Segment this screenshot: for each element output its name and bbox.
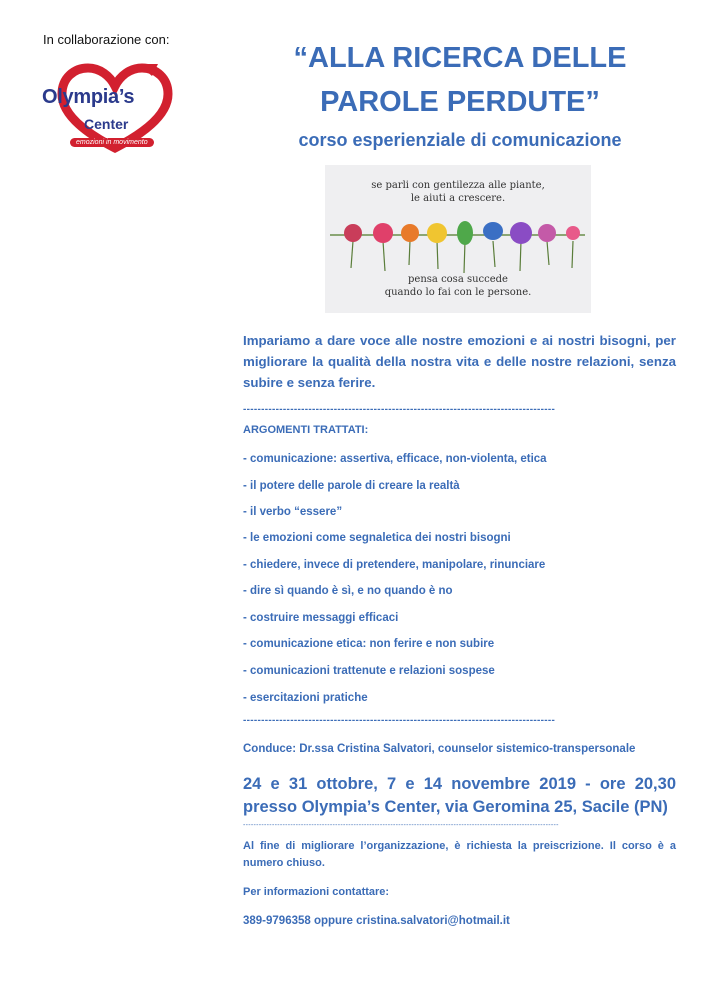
course-title (250, 36, 670, 124)
logo-tagline: emozioni in movimento (70, 138, 154, 147)
topic-item: - il verbo “essere” (243, 506, 343, 518)
info-label: Per informazioni contattare: (243, 886, 390, 898)
divider-middle: -------------------------------------------------------------------------------------- (243, 715, 556, 726)
quote-top-line2: le aiuti a crescere. (410, 193, 506, 204)
topic-item: - esercitazioni pratiche (243, 692, 368, 704)
divider-thin: ------------------------------------------------------------------------------------------------------------------------ (243, 822, 559, 829)
topic-item: - dire sì quando è sì, e no quando è no (243, 585, 453, 597)
contact-details[interactable]: 389-9796358 oppure cristina.salvatori@hotmail.it (243, 915, 510, 927)
instructor-line: Conduce: Dr.ssa Cristina Salvatori, counselor sistemico-transpersonale (243, 743, 636, 755)
topic-item: - comunicazione etica: non ferire e non subire (243, 638, 495, 650)
course-subtitle: corso esperienziale di comunicazione (298, 130, 622, 150)
topic-item: - comunicazioni trattenute e relazioni sospese (243, 665, 495, 677)
topic-item: - comunicazione: assertiva, efficace, non-violenta, etica (243, 453, 547, 465)
topic-item: - chiedere, invece di pretendere, manipolare, rinunciare (243, 559, 546, 571)
topics-heading: ARGOMENTI TRATTATI: (243, 424, 369, 436)
topic-item: - il potere delle parole di creare la realtà (243, 480, 460, 492)
schedule-block (243, 773, 676, 819)
topic-item: - le emozioni come segnaletica dei nostri bisogni (243, 532, 511, 544)
course-title-line2: PAROLE PERDUTE” (320, 86, 600, 118)
logo-name: Olympia’s (42, 86, 135, 108)
quote-top-line1: se parli con gentilezza alle piante, (371, 180, 545, 191)
schedule-location: presso Olympia’s Center, via Geromina 25, Sacile (PN) (243, 798, 668, 816)
course-intro: Impariamo a dare voce alle nostre emozioni e ai nostri bisogni, per migliorare la qualità della nostra vita e delle nostre relazioni, senza subire e senza ferire. (243, 333, 676, 390)
collaboration-label: In collaborazione con: (43, 32, 170, 47)
quote-bottom-line2: quando lo fai con le persone. (384, 287, 532, 298)
quote-bottom-line1: pensa cosa succede (408, 274, 508, 285)
logo-subname: Center (84, 116, 129, 132)
schedule-dates: 24 e 31 ottobre, 7 e 14 novembre 2019 - ore 20,30 (243, 775, 676, 793)
course-title-line1: “ALLA RICERCA DELLE (293, 42, 627, 74)
flowers-quote-image (325, 165, 591, 313)
registration-note: Al fine di migliorare l’organizzazione, è richiesta la preiscrizione. Il corso è a numero chiuso. (243, 840, 676, 869)
olympias-center-logo (40, 60, 190, 155)
topic-item: - costruire messaggi efficaci (243, 612, 399, 624)
divider-top: -------------------------------------------------------------------------------------- (243, 404, 556, 415)
